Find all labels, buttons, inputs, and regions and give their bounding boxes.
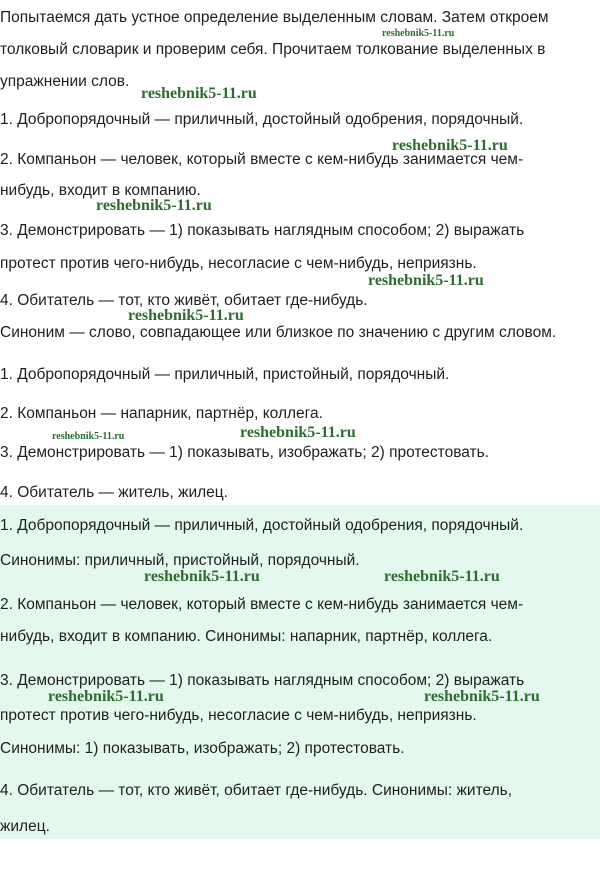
definition-line: 3. Демонстрировать — 1) показывать наглядным способом; 2) выражать	[0, 222, 525, 239]
answer-line: 3. Демонстрировать — 1) показывать наглядным способом; 2) выражать	[0, 672, 525, 689]
definition-line: 4. Обитатель — тот, кто живёт, обитает где-нибудь.	[0, 292, 368, 309]
answer-line: 1. Добропорядочный — приличный, достойный одобрения, порядочный.	[0, 517, 524, 534]
watermark: reshebnik5-11.ru	[128, 307, 244, 324]
watermark: reshebnik5-11.ru	[141, 85, 257, 102]
synonym-definition: Синоним — слово, совпадающее или близкое по значению с другим словом.	[0, 324, 557, 341]
answer-line: Синонимы: приличный, пристойный, порядочный.	[0, 552, 360, 569]
definition-line: нибудь, входит в компанию.	[0, 182, 201, 199]
watermark: reshebnik5-11.ru	[368, 272, 484, 289]
intro-line: Попытаемся дать устное определение выделенным словам. Затем откроем	[0, 9, 549, 26]
synonym-line: 4. Обитатель — житель, жилец.	[0, 484, 228, 501]
watermark: reshebnik5-11.ru	[384, 568, 500, 585]
watermark: reshebnik5-11.ru	[424, 688, 540, 705]
intro-line: упражнении слов.	[0, 73, 130, 90]
watermark: reshebnik5-11.ru	[392, 137, 508, 154]
definition-line: 1. Добропорядочный — приличный, достойный одобрения, порядочный.	[0, 111, 524, 128]
synonym-line: 2. Компаньон — напарник, партнёр, коллега.	[0, 405, 323, 422]
definition-line: протест против чего-нибудь, несогласие с чем-нибудь, неприязнь.	[0, 255, 477, 272]
answer-line: 4. Обитатель — тот, кто живёт, обитает где-нибудь. Синонимы: житель,	[0, 782, 513, 799]
watermark: reshebnik5-11.ru	[240, 424, 356, 441]
answer-line: жилец.	[0, 818, 50, 835]
answer-line: Синонимы: 1) показывать, изображать; 2) протестовать.	[0, 740, 405, 757]
watermark: reshebnik5-11.ru	[52, 431, 125, 442]
intro-line: толковый словарик и проверим себя. Прочитаем толкование выделенных в	[0, 41, 546, 58]
answer-line: нибудь, входит в компанию. Синонимы: напарник, партнёр, коллега.	[0, 628, 493, 645]
watermark: reshebnik5-11.ru	[144, 568, 260, 585]
watermark: reshebnik5-11.ru	[96, 197, 212, 214]
answer-line: протест против чего-нибудь, несогласие с чем-нибудь, неприязнь.	[0, 707, 477, 724]
synonym-line: 3. Демонстрировать — 1) показывать, изображать; 2) протестовать.	[0, 444, 490, 461]
definition-line: 2. Компаньон — человек, который вместе с кем-нибудь занимается чем-	[0, 151, 524, 168]
watermark: reshebnik5-11.ru	[48, 688, 164, 705]
synonym-line: 1. Добропорядочный — приличный, пристойный, порядочный.	[0, 366, 450, 383]
watermark: reshebnik5-11.ru	[382, 28, 455, 39]
answer-line: 2. Компаньон — человек, который вместе с кем-нибудь занимается чем-	[0, 596, 524, 613]
